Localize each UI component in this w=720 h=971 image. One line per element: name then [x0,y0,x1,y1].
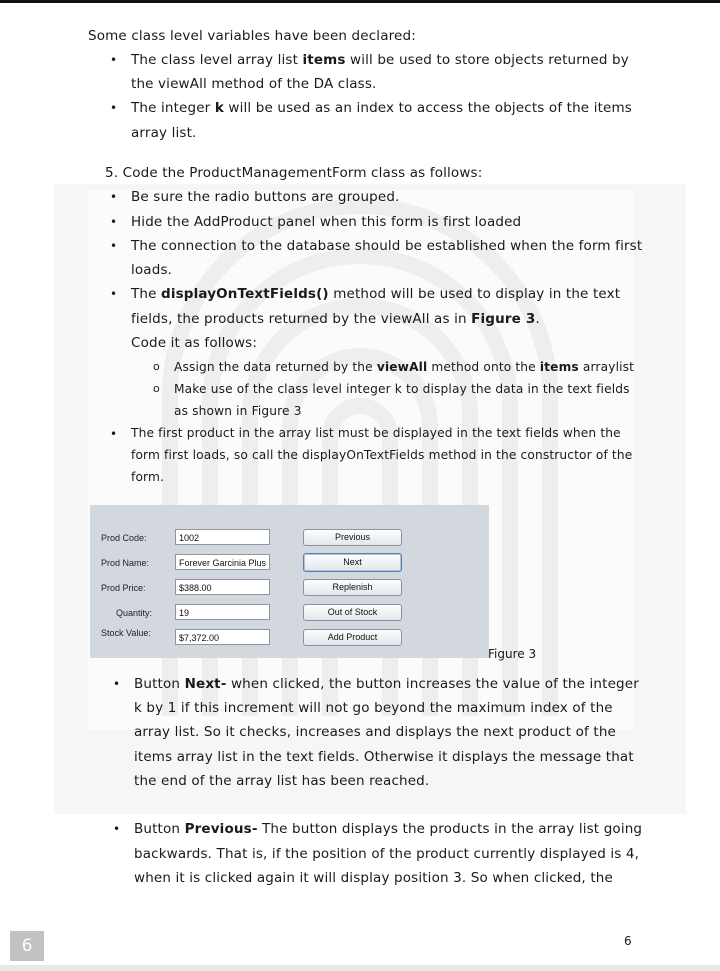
step5-line: Be sure the radio buttons are grouped. [131,189,400,205]
previous-button[interactable]: Previous [303,529,402,546]
bullet: • [110,53,118,67]
figure-3-form [90,505,489,658]
next-desc-line: k by 1 if this increment will not go beyond the maximum index of the [134,700,613,716]
prev-desc-line: Button Previous- The button displays the products in the array list going [134,821,643,837]
top-rule [0,0,720,3]
bullet: • [110,215,118,229]
prev-desc-line: backwards. That is, if the position of the product currently displayed is 4, [134,846,640,862]
replenish-button[interactable]: Replenish [303,579,402,596]
step5-line: The displayOnTextFields() method will be used to display in the text [131,286,621,302]
step5-line: loads. [131,262,173,278]
step5-line: The connection to the database should be established when the form first [131,238,643,254]
bottom-rule [0,965,720,971]
bullet: • [113,677,121,691]
prod-code-field[interactable]: 1002 [175,529,270,545]
sub-bullet: o [153,360,160,373]
prod-name-field[interactable]: Forever Garcinia Plus [175,554,270,570]
prev-desc-line: when it is clicked again it will display position 3. So when clicked, the [134,870,613,886]
step5-line: Hide the AddProduct panel when this form is first loaded [131,214,522,230]
next-desc-line: items array list in the text fields. Otherwise it displays the message that [134,749,634,765]
intro-bullet-2-cont: array list. [131,125,197,141]
intro-bullet-2: The integer k will be used as an index to access the objects of the items [131,100,632,116]
step5-line: fields, the products returned by the viewAll as in Figure 3. [131,311,540,327]
intro-bullet-1-cont: the viewAll method of the DA class. [131,76,377,92]
bullet: • [110,427,118,441]
prod-name-label: Prod Name: [101,558,150,568]
next-desc-line: array list. So it checks, increases and displays the next product of the [134,724,616,740]
sub-item-2: Make use of the class level integer k to display the data in the text fields [174,382,630,396]
step5-line: Code it as follows: [131,335,258,351]
bullet: • [110,101,118,115]
out-of-stock-button[interactable]: Out of Stock [303,604,402,621]
step5-line: form first loads, so call the displayOnTextFields method in the constructor of the [131,448,633,462]
bullet: • [110,287,118,301]
next-desc-line: the end of the array list has been reached. [134,773,430,789]
next-button[interactable]: Next [303,553,402,572]
bullet: • [110,239,118,253]
prod-code-label: Prod Code: [101,533,147,543]
stock-value-label: Stock Value: [101,628,151,638]
bullet: • [110,190,118,204]
intro-bullet-1: The class level array list items will be used to store objects returned by [131,52,629,68]
step5-heading: 5. Code the ProductManagementForm class as follows: [105,165,483,181]
bullet: • [113,822,121,836]
step5-line: The first product in the array list must be displayed in the text fields when the [131,426,621,440]
sub-bullet: o [153,382,160,395]
page-thumbnail-badge[interactable]: 6 [10,931,44,961]
sub-item-1: Assign the data returned by the viewAll method onto the items arraylist [174,360,635,374]
stock-value-field[interactable]: $7,372.00 [175,629,270,645]
prod-price-field[interactable]: $388.00 [175,579,270,595]
sub-item-2-cont: as shown in Figure 3 [174,404,302,418]
quantity-field[interactable]: 19 [175,604,270,620]
page-number: 6 [624,934,632,948]
intro-heading: Some class level variables have been declared: [88,28,416,44]
prod-price-label: Prod Price: [101,583,146,593]
step5-line: form. [131,470,165,484]
figure-caption: Figure 3 [488,647,537,661]
add-product-button[interactable]: Add Product [303,629,402,646]
quantity-label: Quantity: [116,608,153,618]
next-desc-line: Button Next- when clicked, the button increases the value of the integer [134,676,639,692]
